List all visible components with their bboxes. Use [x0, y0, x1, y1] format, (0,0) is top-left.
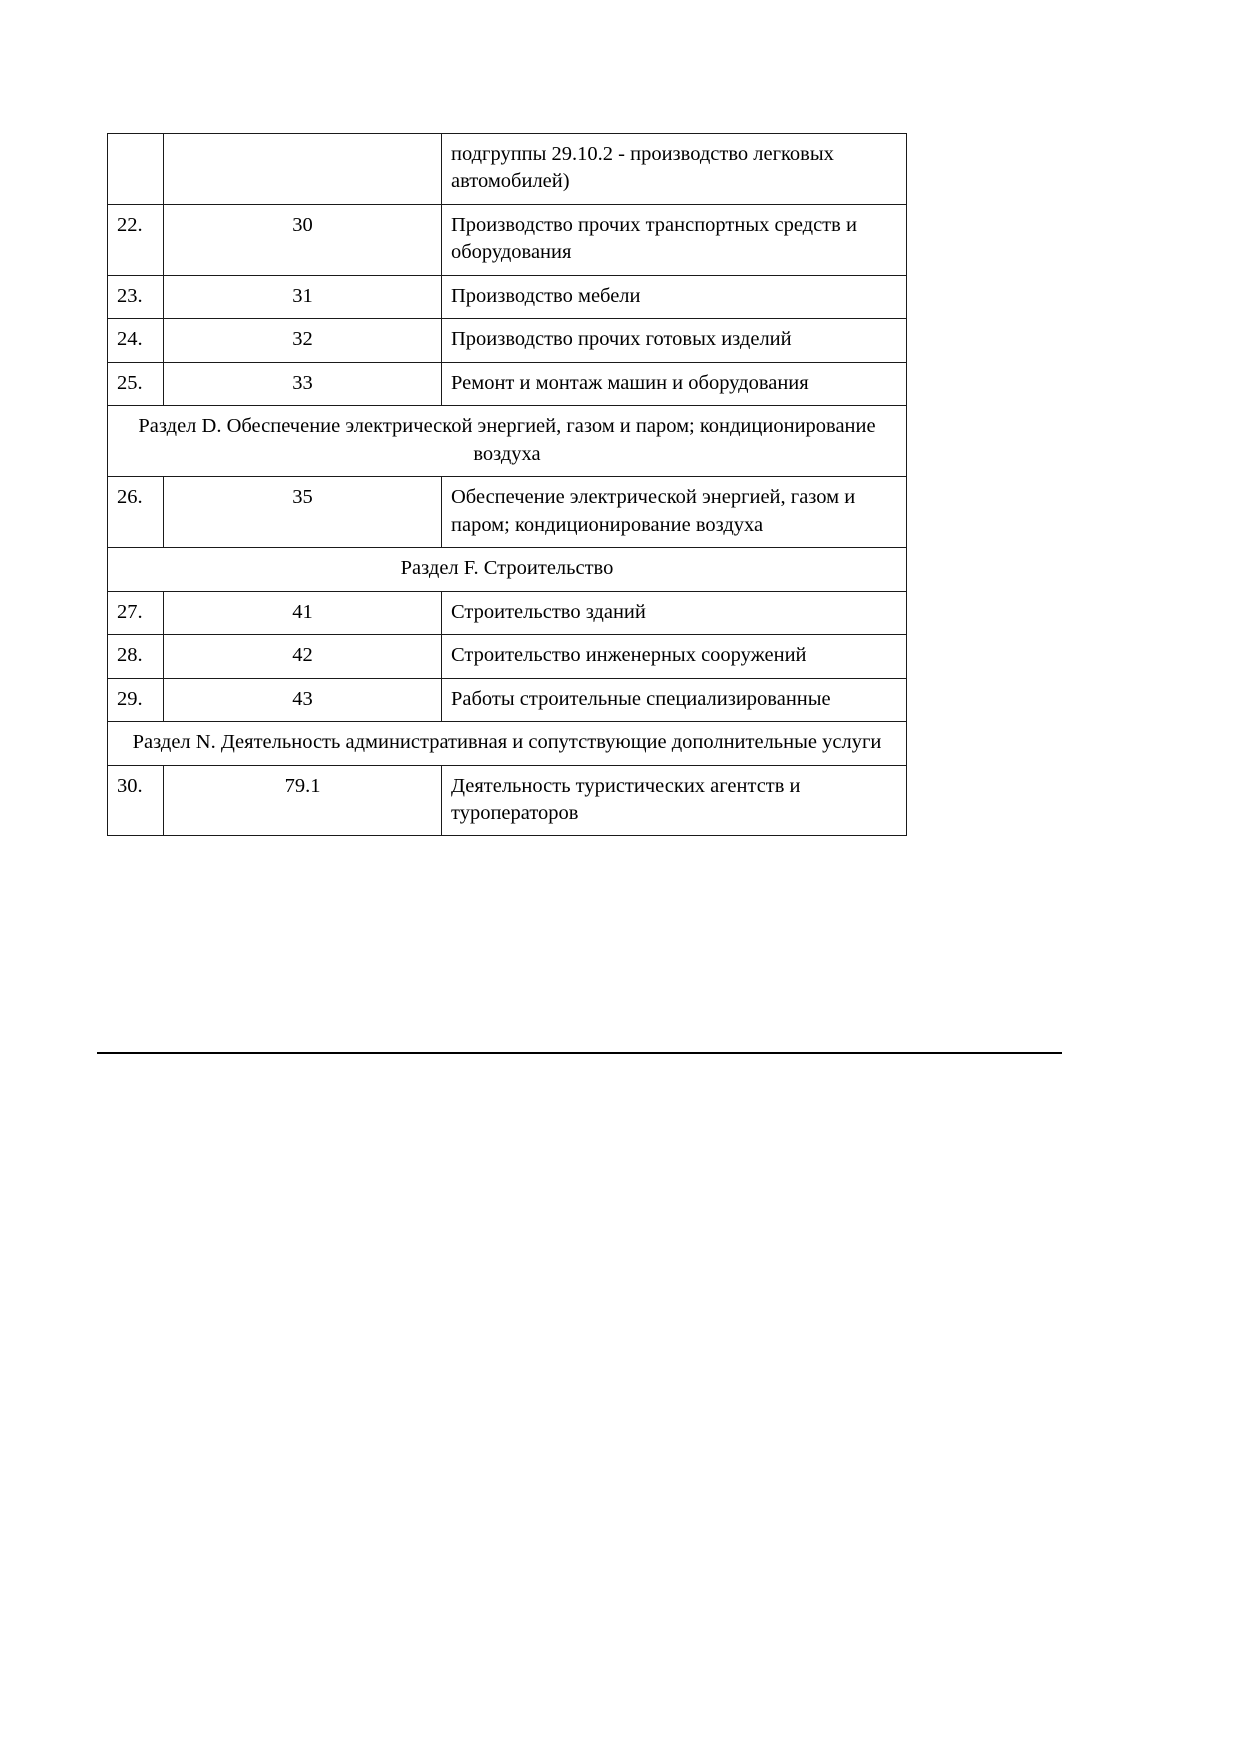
- row-number-cell: 28.: [108, 635, 164, 678]
- footer-separator-rule: [97, 1052, 1062, 1054]
- activity-code-cell: 31: [164, 275, 442, 318]
- section-header-row: [108, 406, 907, 477]
- section-header-row: [108, 722, 907, 765]
- row-number-cell: 22.: [108, 204, 164, 275]
- section-header-title: Раздел D. Обеспечение электрической энергией, газом и паром; кондиционирование воздуха: [108, 406, 907, 477]
- table-row: [108, 204, 907, 275]
- table-row: [108, 765, 907, 836]
- table-row: [108, 134, 907, 205]
- activity-name-cell: Работы строительные специализированные: [442, 678, 907, 721]
- row-number-cell: 26.: [108, 477, 164, 548]
- activity-name-cell: Производство мебели: [442, 275, 907, 318]
- activity-code-cell: 43: [164, 678, 442, 721]
- row-number-cell: 23.: [108, 275, 164, 318]
- section-header-row: [108, 548, 907, 591]
- activity-name-cell: Производство прочих готовых изделий: [442, 319, 907, 362]
- activity-name-cell: подгруппы 29.10.2 - производство легковых автомобилей): [442, 134, 907, 205]
- activity-name-cell: Производство прочих транспортных средств и оборудования: [442, 204, 907, 275]
- activity-name-cell: Строительство инженерных сооружений: [442, 635, 907, 678]
- activity-name-cell: Обеспечение электрической энергией, газом и паром; кондиционирование воздуха: [442, 477, 907, 548]
- row-number-cell: 25.: [108, 362, 164, 405]
- table-row: [108, 591, 907, 634]
- table-body: [108, 134, 907, 836]
- activity-code-cell: 30: [164, 204, 442, 275]
- row-number-cell: 29.: [108, 678, 164, 721]
- row-number-cell: 30.: [108, 765, 164, 836]
- activity-name-cell: Ремонт и монтаж машин и оборудования: [442, 362, 907, 405]
- activity-code-cell: [164, 134, 442, 205]
- activity-code-cell: 42: [164, 635, 442, 678]
- activity-code-cell: 41: [164, 591, 442, 634]
- section-header-title: Раздел F. Строительство: [108, 548, 907, 591]
- activity-code-cell: 35: [164, 477, 442, 548]
- activity-name-cell: Строительство зданий: [442, 591, 907, 634]
- row-number-cell: 27.: [108, 591, 164, 634]
- row-number-cell: 24.: [108, 319, 164, 362]
- okved-activities-table: [107, 133, 907, 836]
- activity-code-cell: 79.1: [164, 765, 442, 836]
- table-row: [108, 477, 907, 548]
- table-row: [108, 635, 907, 678]
- table-row: [108, 319, 907, 362]
- section-header-title: Раздел N. Деятельность административная и сопутствующие дополнительные услуги: [108, 722, 907, 765]
- row-number-cell: [108, 134, 164, 205]
- activity-name-cell: Деятельность туристических агентств и туроператоров: [442, 765, 907, 836]
- activity-code-cell: 33: [164, 362, 442, 405]
- table-row: [108, 275, 907, 318]
- activity-code-cell: 32: [164, 319, 442, 362]
- table-row: [108, 362, 907, 405]
- table-row: [108, 678, 907, 721]
